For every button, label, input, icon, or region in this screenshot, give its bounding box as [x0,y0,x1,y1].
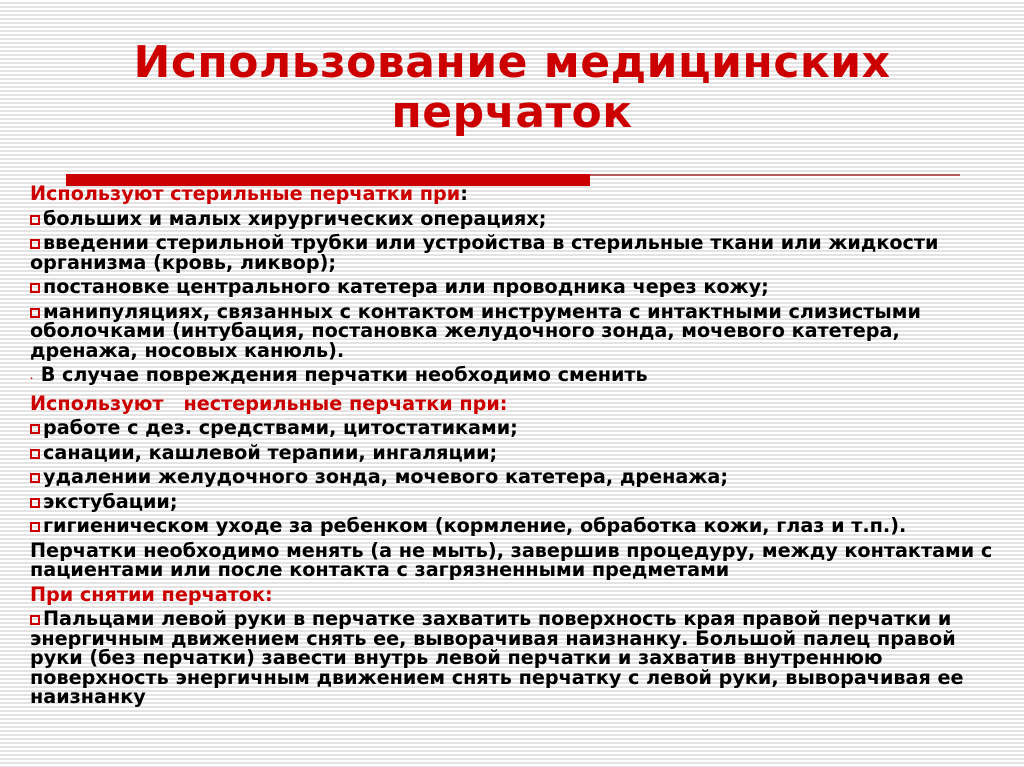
square-bullet-icon [30,615,40,625]
square-bullet-icon [30,424,40,434]
small-bullet-icon: · [30,374,34,383]
title-line-2: перчаток [391,87,633,138]
list-item: введении стерильной трубки или устройства в стерильные ткани или жидкости организма (кровь, ликвор); [30,231,939,274]
list-item: гигиеническом уходе за ребенком (кормление, обработка кожи, глаз и т.п.). [30,516,1010,536]
slide-body [30,184,1010,712]
list-item: манипуляциях, связанных с контактом инструмента с интактными слизистыми оболочками (интубация, постановка желудочного зонда, мочевого катетера, дренажа, носовых канюль). [30,299,921,362]
nonsterile-note: Перчатки необходимо менять (а не мыть), завершив процедуру, между контактами с пациентами или после контакта с загрязненными предметами [30,538,993,581]
removal-instructions: Пальцами левой руки в перчатке захватить поверхность края правой перчатки и энергичным движением снять ее, выворачивая наизнанку. Большой палец правой руки (без перчатки) завести внутрь левой перчатки и захватив внутреннюю поверхность энергичным движением снять перчатку с левой руки, выворачивая ее наизнанку [30,607,964,708]
list-item: экстубации; [30,492,1010,512]
square-bullet-icon [30,283,40,293]
list-item: санации, кашлевой терапии, ингаляции; [30,443,1010,463]
list-item: удалении желудочного зонда, мочевого катетера, дренажа; [30,467,1010,487]
title-line-1: Использование медицинских [133,37,891,88]
square-bullet-icon [30,239,40,249]
list-item: работе с дез. средствами, цитостатиками; [30,418,1010,438]
square-bullet-icon [30,308,40,318]
square-bullet-icon [30,498,40,508]
title-divider-thin [590,174,960,176]
square-bullet-icon [30,215,40,225]
removal-heading: При снятии перчаток: [30,582,273,606]
square-bullet-icon [30,522,40,532]
slide-title [0,38,1024,138]
nonsterile-heading: Используют нестерильные перчатки при: [30,391,508,415]
square-bullet-icon [30,449,40,459]
list-item: больших и малых хирургических операциях; [30,209,1010,229]
square-bullet-icon [30,473,40,483]
sterile-heading: Используют стерильные перчатки при: [30,182,468,205]
list-item: постановке центрального катетера или проводника через кожу; [30,277,1010,297]
sterile-note: · В случае повреждения перчатки необходимо сменить [30,365,1010,389]
